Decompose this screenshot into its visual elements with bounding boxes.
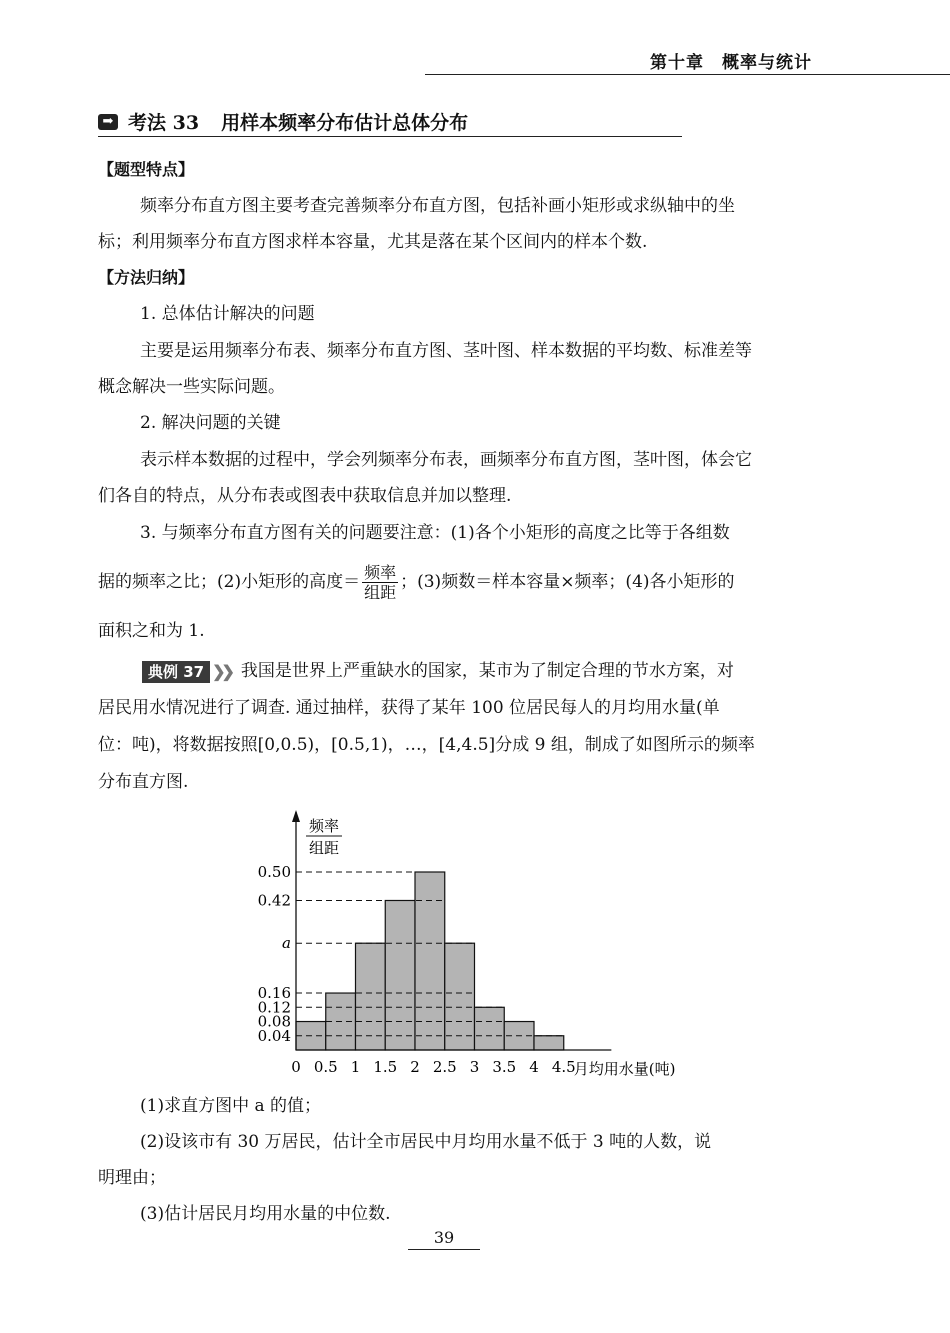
features-line-1: 频率分布直方图主要考查完善频率分布直方图，包括补画小矩形或求纵轴中的坐 — [140, 196, 735, 216]
x-tick-label: 4.5 — [551, 1058, 576, 1076]
example-tag: 典例 37 — [142, 661, 210, 683]
x-axis-label: 月均用水量(吨) — [573, 1060, 676, 1078]
y-axis-label-numerator: 频率 — [308, 817, 340, 835]
fraction: $\frac{\text{频率}}{\text{组距}}$ — [364, 563, 397, 602]
y-axis-arrow — [292, 810, 300, 822]
methods-heading: 【方法归纳】 — [98, 268, 195, 287]
y-tick-label: 0.16 — [257, 984, 291, 1003]
y-tick-label: 0.42 — [257, 891, 291, 910]
histogram-bar — [385, 900, 415, 1050]
y-tick-label: 0.04 — [257, 1026, 291, 1045]
histogram-bar — [504, 1022, 534, 1050]
histogram-bar — [326, 993, 356, 1050]
method-2-line-2: 们各自的特点，从分布表或图表中获取信息并加以整理. — [98, 486, 512, 506]
histogram-bar — [356, 943, 386, 1050]
y-axis-label-denominator: 组距 — [308, 839, 340, 857]
method-3-line-3: 面积之和为 1. — [98, 621, 205, 641]
section-title — [98, 108, 682, 137]
x-tick-label: 1.5 — [373, 1058, 398, 1076]
histogram-bar — [296, 1022, 326, 1050]
page-number: 39 — [408, 1228, 480, 1250]
arrow-right-icon: ➡ — [98, 114, 118, 130]
x-tick-label: 1 — [350, 1058, 361, 1076]
question-3: (3)估计居民月均用水量的中位数. — [140, 1204, 391, 1224]
example-line-4: 分布直方图. — [98, 772, 189, 792]
y-tick-label: a — [282, 934, 291, 953]
x-tick-label: 2.5 — [432, 1058, 457, 1076]
method-2-title: 2. 解决问题的关键 — [140, 413, 281, 433]
chapter-header: 第十章 概率与统计 — [650, 53, 812, 73]
question-1: (1)求直方图中 a 的值； — [140, 1096, 322, 1116]
method-1-title: 1. 总体估计解决的问题 — [140, 304, 315, 324]
x-tick-label: 0.5 — [313, 1058, 338, 1076]
question-2-line-1: (2)设该市有 30 万居民，估计全市居民中月均用水量不低于 3 吨的人数，说 — [140, 1132, 712, 1152]
histogram-bar — [475, 1007, 505, 1050]
y-tick-label: 0.08 — [257, 1012, 291, 1031]
y-tick-label: 0.50 — [257, 863, 291, 881]
histogram-bar — [445, 943, 475, 1050]
x-tick-label: 3.5 — [492, 1058, 517, 1076]
x-tick-label: 4 — [529, 1058, 539, 1076]
histogram-bar — [415, 872, 445, 1050]
method-2-line-1: 表示样本数据的过程中，学会列频率分布表，画频率分布直方图，茎叶图，体会它 — [140, 450, 752, 470]
example-line-3: 位：吨)，将数据按照[0,0.5)，[0.5,1)，…，[4,4.5]分成 9 组，制成了如图所示的频率 — [98, 735, 755, 755]
features-line-2: 标；利用频率分布直方图求样本容量，尤其是落在某个区间内的样本个数. — [98, 232, 648, 252]
x-tick-label: 3 — [469, 1058, 480, 1076]
x-tick-label: 0 — [291, 1058, 301, 1076]
method-3-line-2: 据的频率之比；(2)小矩形的高度＝ $\frac{\text{频率}}{\text{组距}}$ ；(3)频数＝样本容量×频率；(4)各小矩形的 — [98, 563, 735, 602]
example-line-1: 典例 37 ❯❯ 我国是世界上严重缺水的国家，某市为了制定合理的节水方案，对 — [98, 657, 858, 686]
method-3-line-1: 3. 与频率分布直方图有关的问题要注意：(1)各个小矩形的高度之比等于各组数 — [140, 523, 730, 543]
method-1-line-2: 概念解决一些实际问题。 — [98, 377, 285, 397]
header-rule — [425, 74, 950, 75]
x-tick-label: 2 — [410, 1058, 420, 1076]
section-label: 考法 33 — [128, 112, 200, 134]
y-tick-label: 0.12 — [257, 998, 291, 1017]
example-line-2: 居民用水情况进行了调查. 通过抽样，获得了某年 100 位居民每人的月均用水量(单 — [98, 698, 720, 718]
features-heading: 【题型特点】 — [98, 160, 195, 179]
method-1-line-1: 主要是运用频率分布表、频率分布直方图、茎叶图、样本数据的平均数、标准差等 — [140, 341, 752, 361]
histogram-bar — [534, 1036, 564, 1050]
chevron-icon: ❯❯ — [212, 661, 231, 681]
question-2-line-2: 明理由； — [98, 1168, 166, 1188]
section-heading: 用样本频率分布估计总体分布 — [221, 112, 469, 134]
